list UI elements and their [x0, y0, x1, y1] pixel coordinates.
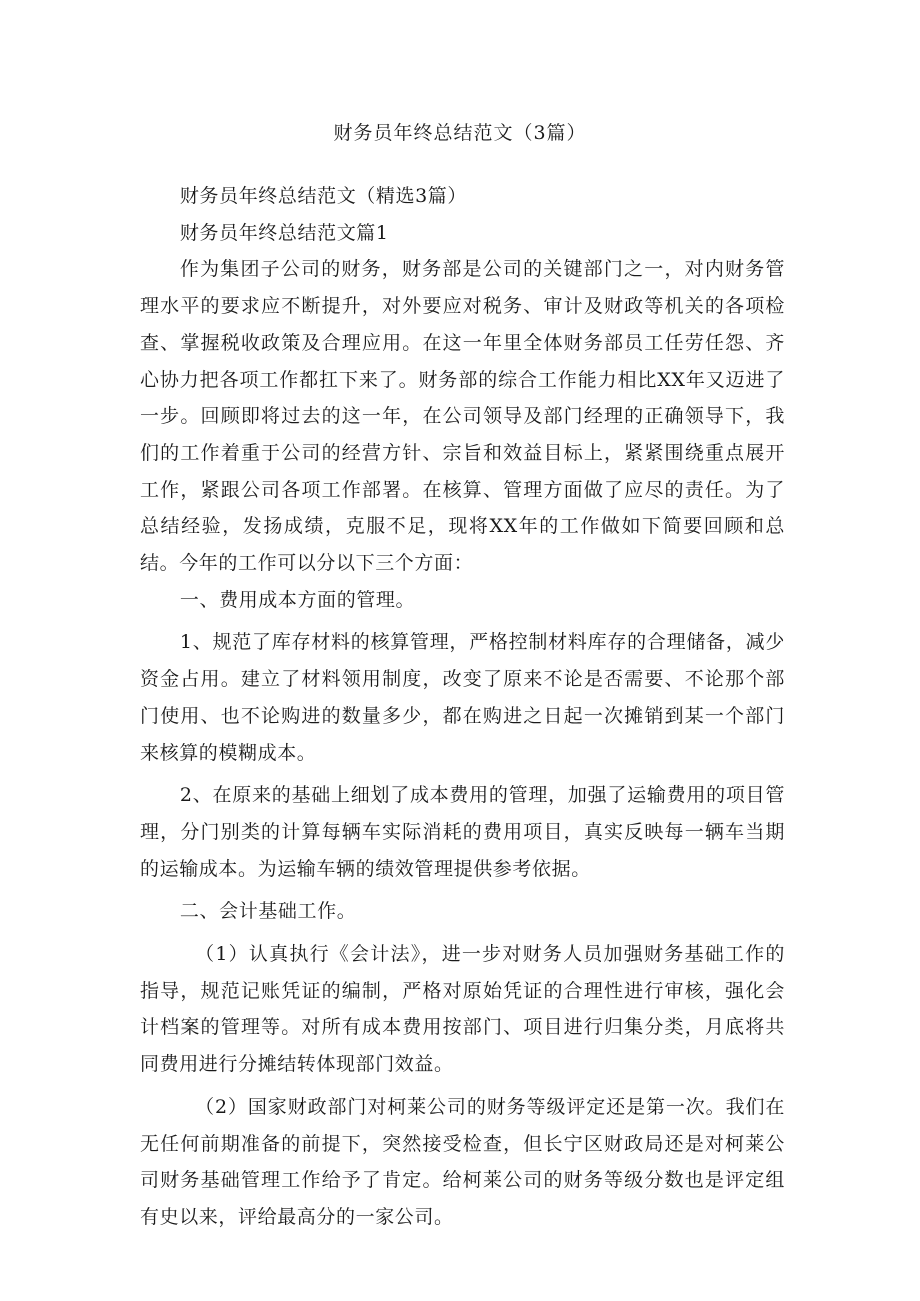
document-body: [140, 178, 785, 1236]
section-heading: 财务员年终总结范文篇1: [179, 221, 389, 244]
body-paragraph: （1）认真执行《会计法》，进一步对财务人员加强财务基础工作的指导，规范记账凭证的编制，严格对原始凭证的合理性进行审核，强化会计档案的管理等。对所有成本费用按部门、项目进行归集分类，月底将共同费用进行分摊结转体现部门效益。: [140, 943, 785, 1076]
body-paragraph: 1、规范了库存材料的核算管理，严格控制材料库存的合理储备，减少资金占用。建立了材料领用制度，改变了原来不论是否需要、不论那个部门使用、也不论购进的数量多少，都在购进之日起一次摊销到某一个部门来核算的模糊成本。: [140, 631, 785, 764]
body-paragraph: （2）国家财政部门对柯莱公司的财务等级评定还是第一次。我们在无任何前期准备的前提下，突然接受检查，但长宁区财政局还是对柯莱公司财务基础管理工作给予了肯定。给柯莱公司的财务等级分数也是评定组有史以来，评给最高分的一家公司。: [140, 1095, 785, 1228]
body-paragraph: 作为集团子公司的财务，财务部是公司的关键部门之一，对内财务管理水平的要求应不断提升，对外要应对税务、审计及财政等机关的各项检查、掌握税收政策及合理应用。在这一年里全体财务部员工任劳任怨、齐心协力把各项工作都扛下来了。财务部的综合工作能力相比XX年又迈进了一步。回顾即将过去的这一年，在公司领导及部门经理的正确领导下，我们的工作着重于公司的经营方针、宗旨和效益目标上，紧紧围绕重点展开工作，紧跟公司各项工作部署。在核算、管理方面做了应尽的责任。为了总结经验，发扬成绩，克服不足，现将XX年的工作做如下简要回顾和总结。今年的工作可以分以下三个方面：: [140, 258, 785, 575]
body-paragraph: 2、在原来的基础上细划了成本费用的管理，加强了运输费用的项目管理，分门别类的计算每辆车实际消耗的费用项目，真实反映每一辆车当期的运输成本。为运输车辆的绩效管理提供参考依据。: [140, 784, 785, 880]
section-heading: 二、会计基础工作。: [179, 900, 357, 923]
document-title: 财务员年终总结范文（3篇）: [333, 122, 587, 144]
subtitle-paragraph: 财务员年终总结范文（精选3篇）: [179, 185, 467, 207]
section-heading: 一、费用成本方面的管理。: [179, 588, 416, 611]
